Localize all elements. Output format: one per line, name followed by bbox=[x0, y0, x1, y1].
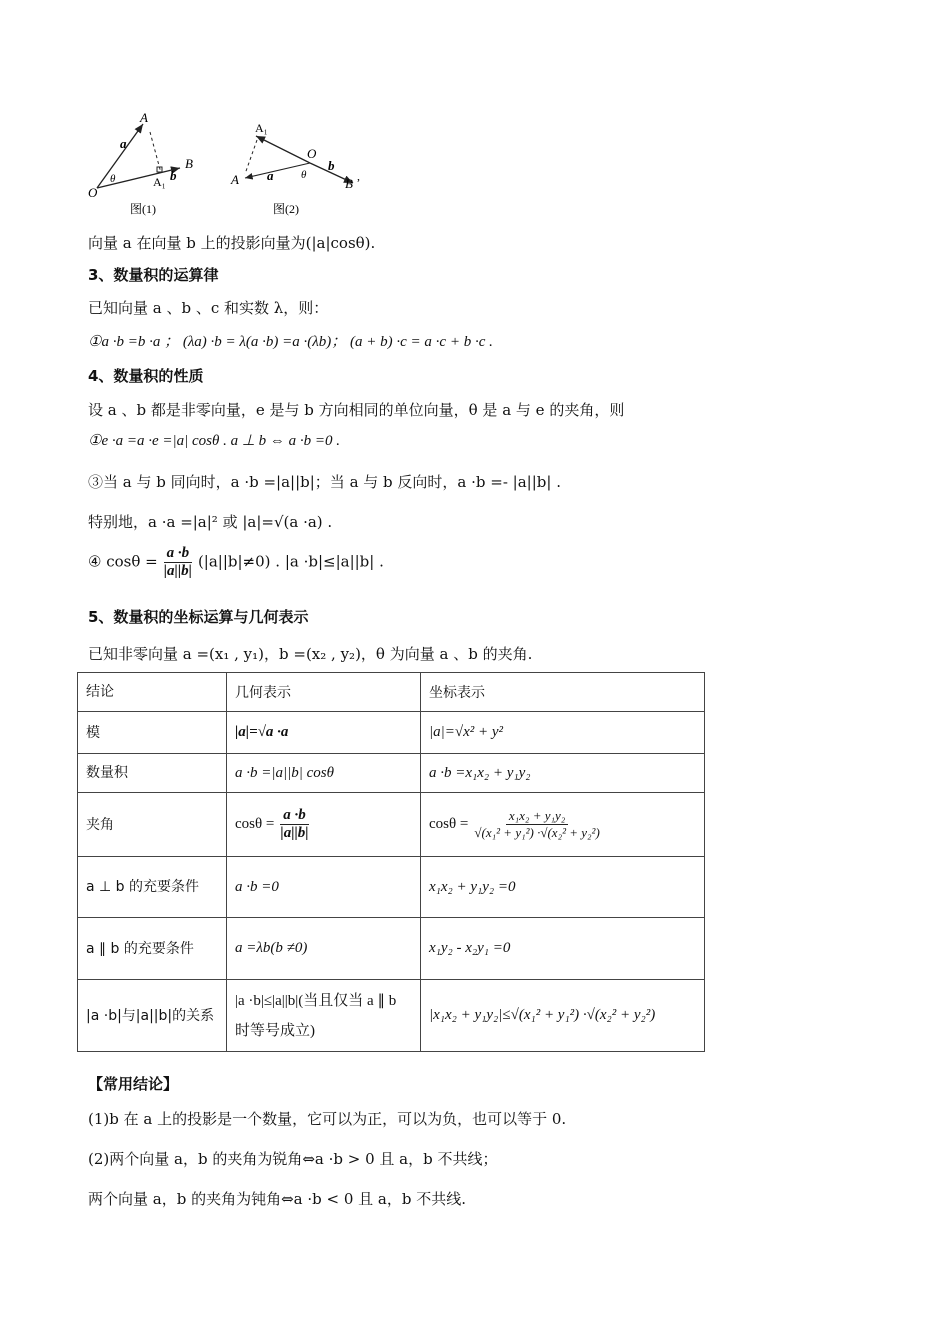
cell-conclusion: |a ·b|与|a||b|的关系 bbox=[78, 980, 227, 1052]
svg-text:θ: θ bbox=[301, 169, 307, 181]
property-4 bbox=[88, 545, 384, 580]
svg-text:A₁: A₁ bbox=[153, 175, 166, 189]
conclusion-1: (1)b 在 a 上的投影是一个数量，它可以为正，可以为负，也可以等于 0. bbox=[88, 1110, 567, 1128]
section-5-intro: 已知非零向量 a =(x₁ , y₁)，b =(x₂ , y₂)，θ 为向量 a 、b 的夹角. bbox=[88, 645, 533, 663]
projection-figures bbox=[85, 110, 375, 220]
table-row bbox=[78, 980, 705, 1052]
section-3-laws: ①a ·b =b ·a ； (λa) ·b = λ(a ·b) =a ·(λb)； (a + b) ·c = a ·c + b ·c . bbox=[88, 334, 493, 350]
property-1: ①e ·a =a ·e =|a| cosθ . a ⊥ b ⇔ a ·b =0 . bbox=[88, 433, 341, 449]
svg-text:θ: θ bbox=[110, 173, 116, 185]
denominator: |a||b| bbox=[163, 563, 192, 579]
cos-label: cosθ = bbox=[235, 815, 275, 832]
svg-text:图(1): 图(1) bbox=[130, 202, 156, 216]
section-3-intro: 已知向量 a 、b 、c 和实数 λ，则： bbox=[88, 299, 329, 317]
cos-fraction bbox=[161, 545, 195, 580]
table-row bbox=[78, 918, 705, 980]
cos-label: cosθ = bbox=[429, 815, 469, 832]
svg-text:B: B bbox=[185, 156, 193, 171]
cell-coordinate: x₁y₂ - x₂y₁ =0 bbox=[421, 918, 705, 980]
cell-conclusion: a ∥ b 的充要条件 bbox=[78, 918, 227, 980]
property-3: ③当 a 与 b 同向时，a ·b =|a||b|；当 a 与 b 反向时，a ·b =- |a||b| . bbox=[88, 473, 561, 491]
section-4-intro: 设 a 、b 都是非零向量，e 是与 b 方向相同的单位向量，θ 是 a 与 e 的夹角，则 bbox=[88, 401, 625, 419]
conclusion-2: (2)两个向量 a，b 的夹角为锐角⇔a ·b > 0 且 a，b 不共线； bbox=[88, 1150, 498, 1168]
dot-product-table bbox=[77, 672, 705, 1052]
numerator: x₁x₂ + y₁y₂ bbox=[506, 808, 568, 825]
fraction bbox=[277, 807, 311, 842]
section-5-heading: 5、数量积的坐标运算与几何表示 bbox=[88, 608, 309, 626]
cell-conclusion: 模 bbox=[78, 712, 227, 754]
svg-text:b: b bbox=[170, 168, 177, 183]
svg-text:图(2): 图(2) bbox=[273, 202, 299, 216]
svg-text:A₁: A₁ bbox=[255, 121, 268, 135]
table-row bbox=[78, 754, 705, 793]
table-row bbox=[78, 857, 705, 918]
cell-geometric bbox=[227, 793, 421, 857]
svg-text:B: B bbox=[345, 176, 353, 191]
header-coordinate: 坐标表示 bbox=[421, 673, 705, 712]
svg-text:O: O bbox=[88, 185, 98, 200]
property-special: 特别地，a ·a =|a|² 或 |a|=√(a ·a) . bbox=[88, 513, 333, 531]
section-3-heading: 3、数量积的运算律 bbox=[88, 266, 219, 284]
cell-geometric: a ·b =|a||b| cosθ bbox=[227, 754, 421, 793]
cell-coordinate: |x₁x₂ + y₁y₂|≤√(x₁² + y₁²) ·√(x₂² + y₂²) bbox=[421, 980, 705, 1052]
common-conclusions-heading: 【常用结论】 bbox=[88, 1075, 179, 1093]
figure-2 bbox=[230, 121, 360, 216]
svg-text:O: O bbox=[307, 146, 317, 161]
cell-geometric: a ·b =0 bbox=[227, 857, 421, 918]
figure-1 bbox=[88, 110, 193, 216]
table-row bbox=[78, 712, 705, 754]
cell-geometric: |a|=√a ·a bbox=[227, 712, 421, 754]
svg-text:A: A bbox=[231, 172, 239, 187]
cell-conclusion: a ⊥ b 的充要条件 bbox=[78, 857, 227, 918]
fraction bbox=[471, 808, 602, 841]
cell-coordinate: x₁x₂ + y₁y₂ =0 bbox=[421, 857, 705, 918]
svg-text:a: a bbox=[120, 136, 127, 151]
projection-statement: 向量 a 在向量 b 上的投影向量为(|a|cosθ). bbox=[88, 234, 376, 252]
table-header-row bbox=[78, 673, 705, 712]
cell-geometric: |a ·b|≤|a||b|(当且仅当 a ∥ b 时等号成立) bbox=[227, 980, 421, 1052]
svg-text:A: A bbox=[140, 110, 148, 125]
cell-conclusion: 数量积 bbox=[78, 754, 227, 793]
cell-geometric: a =λb(b ≠0) bbox=[227, 918, 421, 980]
denominator: √(x₁² + y₁²) ·√(x₂² + y₂²) bbox=[474, 825, 600, 840]
svg-text:a: a bbox=[267, 168, 274, 183]
section-4-heading: 4、数量积的性质 bbox=[88, 367, 204, 385]
cell-conclusion: 夹角 bbox=[78, 793, 227, 857]
cell-coordinate: a ·b =x₁x₂ + y₁y₂ bbox=[421, 754, 705, 793]
header-geometric: 几何表示 bbox=[227, 673, 421, 712]
table-row bbox=[78, 793, 705, 857]
header-conclusion: 结论 bbox=[78, 673, 227, 712]
conclusion-3: 两个向量 a，b 的夹角为钝角⇔a ·b < 0 且 a，b 不共线. bbox=[88, 1190, 466, 1208]
denominator: |a||b| bbox=[280, 825, 309, 841]
svg-text:b: b bbox=[328, 158, 335, 173]
svg-text:,: , bbox=[357, 169, 360, 183]
numerator: a ·b bbox=[280, 807, 309, 825]
cell-coordinate: |a|=√x² + y² bbox=[421, 712, 705, 754]
property-4-prefix: ④ cosθ = bbox=[88, 552, 158, 571]
cell-coordinate bbox=[421, 793, 705, 857]
numerator: a ·b bbox=[164, 545, 193, 563]
property-4-suffix: (|a||b|≠0) . |a ·b|≤|a||b| . bbox=[197, 552, 384, 571]
